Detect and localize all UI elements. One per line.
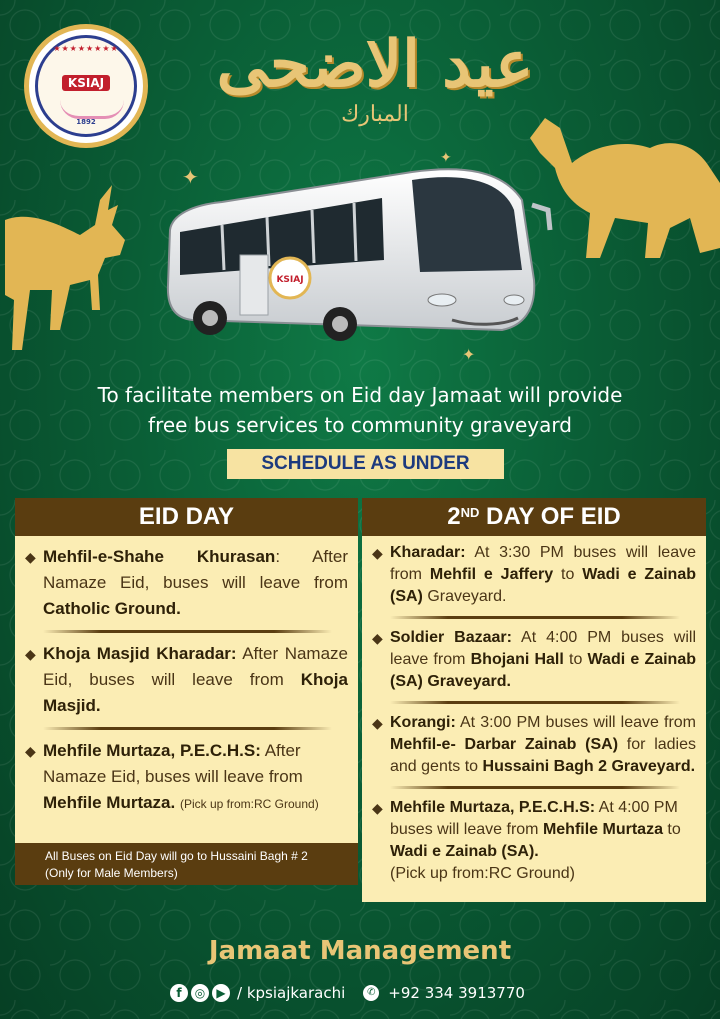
second-day-item: ◆ Kharadar: At 3:30 PM buses will leave from Mehfil e Jaffery to Wadi e Zainab (SA) Graveyard. [372,544,696,605]
item-text: After Namaze Eid, buses will leave from [43,741,303,786]
bullet-diamond-icon: ◆ [372,800,383,816]
whatsapp-icon[interactable]: ✆ [363,985,379,1001]
intro-text [40,380,680,440]
eid-day-title: EID DAY [15,498,358,536]
eid-day-note [15,843,358,885]
bullet-diamond-icon: ◆ [25,549,36,565]
logo-hands-icon [60,100,124,119]
second-day-item: ◆ Soldier Bazaar: At 4:00 PM buses will leave from Bhojani Hall to Wadi e Zainab (SA) Graveyard. [372,629,697,690]
sparkle-icon: ✦ [462,345,476,364]
divider [390,786,680,789]
phone-number[interactable]: +92 334 3913770 [388,984,525,1002]
calligraphy-main: عيد الاضحى [216,27,534,102]
second-day-item: ◆ Mehfile Murtaza, P.E.C.H.S: At 4:00 PM buses will leave from Mehfile Murtaza to Wadi e Zainab (SA). (Pick up from:RC Ground) [372,799,681,882]
intro-line-2: free bus services to community graveyard [148,413,572,437]
divider [43,727,332,730]
item-destination: Catholic Ground. [43,599,181,618]
bullet-diamond-icon: ◆ [25,743,36,759]
logo-ring [35,35,137,137]
second-day-panel [362,498,706,902]
item-destination: Mehfile Murtaza. [43,793,176,812]
intro-line-1: To facilitate members on Eid day Jamaat will provide [97,383,623,407]
item-pickup: (Pick up from:RC Ground) [390,865,575,882]
svg-text:KSIAJ: KSIAJ [276,275,304,285]
item-text: : After Namaze Eid, buses will leave from [43,547,348,592]
social-handle[interactable]: / kpsiajkarachi [237,984,346,1002]
second-day-title: 2ND DAY OF EID [362,498,706,536]
eid-day-item [15,641,358,719]
bullet-diamond-icon: ◆ [25,646,36,662]
youtube-icon[interactable]: ▶ [212,984,230,1002]
footer-title: Jamaat Management [208,936,512,966]
item-place: Mehfil-e-Shahe Khurasan [43,547,276,566]
divider [43,630,332,633]
bullet-diamond-icon: ◆ [372,545,383,561]
logo-brand: KSIAJ [38,76,134,90]
eid-day-item [15,738,358,817]
sparkle-icon: ✦ [440,150,452,166]
eid-day-panel [15,498,358,885]
bus-illustration [162,160,556,356]
calligraphy-sub: المبارك [341,102,409,127]
goat-icon [0,180,130,380]
second-day-item: ◆ Korangi: At 3:00 PM buses will leave from Mehfil-e- Darbar Zainab (SA) for ladies and gents to Hussaini Bagh 2 Graveyard. [372,714,696,775]
bullet-diamond-icon: ◆ [372,715,383,731]
ksiaj-logo [24,24,148,148]
divider [390,616,680,619]
footer-contacts [170,982,525,1004]
note-line-2: (Only for Male Members) [45,866,178,880]
eid-day-item [15,544,358,622]
item-place: Mehfile Murtaza, P.E.C.H.S: [43,741,261,760]
item-destination: Khoja Masjid. [43,670,348,715]
logo-year: 1892 [76,118,96,126]
schedule-banner: SCHEDULE AS UNDER [227,449,504,479]
logo-stars: ★★★★★★★★ [53,44,119,53]
note-line-1: All Buses on Eid Day will go to Hussaini Bagh # 2 [45,849,308,863]
eid-calligraphy [210,20,540,140]
item-pickup: (Pick up from:RC Ground) [179,797,319,811]
bullet-diamond-icon: ◆ [372,630,383,646]
instagram-icon[interactable]: ◎ [191,984,209,1002]
divider [390,701,680,704]
sparkle-icon: ✦ [182,165,199,189]
item-place: Khoja Masjid Kharadar: [43,644,237,663]
facebook-icon[interactable]: f [170,984,188,1002]
item-text: After Namaze Eid, buses will leave from [43,644,348,689]
